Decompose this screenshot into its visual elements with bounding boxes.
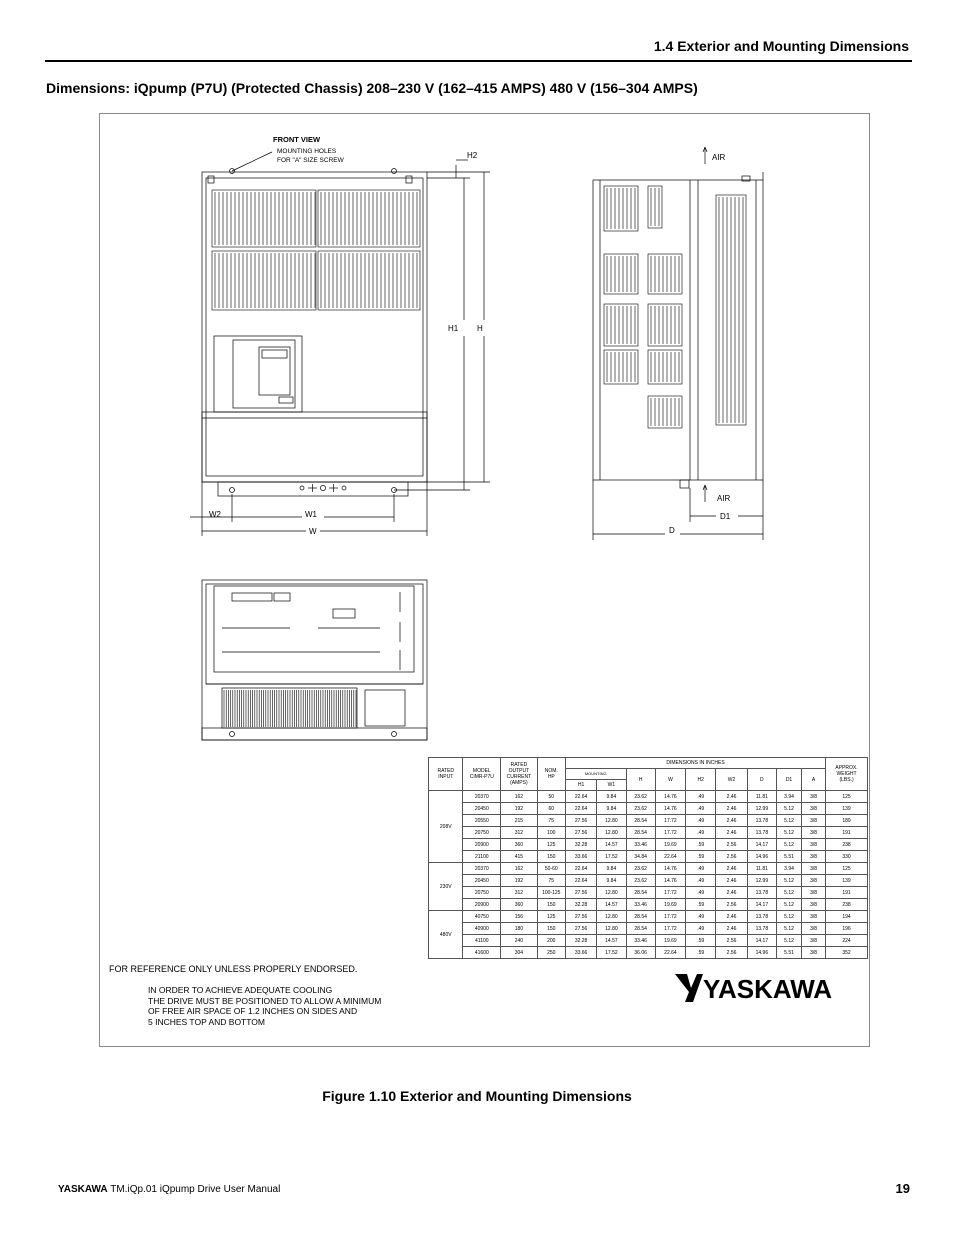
figure-caption: Figure 1.10 Exterior and Mounting Dimensions <box>322 1088 632 1104</box>
table-cell: 14.57 <box>597 899 626 911</box>
table-cell: 9.84 <box>597 803 626 815</box>
table-cell: 2.46 <box>716 911 747 923</box>
table-cell: 17.72 <box>655 923 685 935</box>
table-cell: 27.56 <box>565 887 596 899</box>
mounting-holes-label-2: FOR "A" SIZE SCREW <box>277 157 344 164</box>
table-cell: 23.62 <box>626 863 655 875</box>
table-cell: 20370 <box>463 863 501 875</box>
table-cell: .49 <box>686 791 716 803</box>
footer-manual-title: TM.iQp.01 iQpump Drive User Manual <box>110 1184 281 1195</box>
table-cell: 27.56 <box>565 815 596 827</box>
table-cell: 11.81 <box>747 791 776 803</box>
table-cell: 3/8 <box>802 827 826 839</box>
table-cell: 3/8 <box>802 923 826 935</box>
table-cell: 28.54 <box>626 815 655 827</box>
side-vent-bank <box>648 350 682 384</box>
table-cell: 33.46 <box>626 839 655 851</box>
table-cell: 5.51 <box>776 947 801 959</box>
table-cell: 150 <box>537 851 565 863</box>
table-cell: 9.84 <box>597 863 626 875</box>
table-cell: .49 <box>686 863 716 875</box>
h2-label: H2 <box>467 151 478 160</box>
table-row <box>429 803 868 815</box>
table-cell: .49 <box>686 803 716 815</box>
table-row <box>429 947 868 959</box>
rated-input-cell: 208V <box>429 791 463 863</box>
table-cell: 33.66 <box>565 851 596 863</box>
table-cell: 19.69 <box>655 899 685 911</box>
table-cell: 3/8 <box>802 947 826 959</box>
table-cell: 330 <box>826 851 868 863</box>
side-vent-bank <box>604 254 638 294</box>
rated-input-cell: 480V <box>429 911 463 959</box>
table-cell: .59 <box>686 899 716 911</box>
table-cell: .49 <box>686 827 716 839</box>
table-cell: 3/8 <box>802 851 826 863</box>
table-cell: 312 <box>501 887 538 899</box>
table-cell: 40900 <box>463 923 501 935</box>
table-cell: 238 <box>826 839 868 851</box>
table-cell: 60 <box>537 803 565 815</box>
table-cell: 150 <box>537 899 565 911</box>
page-number: 19 <box>895 1181 910 1196</box>
table-row <box>429 899 868 911</box>
table-cell: 11.81 <box>747 863 776 875</box>
table-cell: 14.96 <box>747 851 776 863</box>
table-cell: .49 <box>686 887 716 899</box>
table-cell: 21100 <box>463 851 501 863</box>
table-cell: 194 <box>826 911 868 923</box>
table-cell: 3/8 <box>802 875 826 887</box>
table-cell: 12.80 <box>597 923 626 935</box>
table-cell: 150 <box>537 923 565 935</box>
table-cell: 2.56 <box>716 839 747 851</box>
table-cell: 75 <box>537 815 565 827</box>
table-cell: 20370 <box>463 791 501 803</box>
table-cell: 139 <box>826 803 868 815</box>
table-cell: 22.64 <box>565 791 596 803</box>
table-cell: 20450 <box>463 803 501 815</box>
table-cell: .59 <box>686 851 716 863</box>
table-row <box>429 839 868 851</box>
cooling-note <box>148 985 381 1027</box>
table-cell: 196 <box>826 923 868 935</box>
table-cell: 352 <box>826 947 868 959</box>
section-title: 1.4 Exterior and Mounting Dimensions <box>653 38 909 54</box>
d1-label: D1 <box>720 512 731 521</box>
table-cell: 312 <box>501 827 538 839</box>
h1-label: H1 <box>448 324 459 333</box>
table-cell: 41100 <box>463 935 501 947</box>
table-cell: 3/8 <box>802 863 826 875</box>
cooling-note-line: THE DRIVE MUST BE POSITIONED TO ALLOW A MINIMUM <box>148 995 382 1006</box>
th-h1: H1 <box>565 780 596 791</box>
table-cell: 3/8 <box>802 935 826 947</box>
table-cell: 23.62 <box>626 791 655 803</box>
table-cell: 191 <box>826 827 868 839</box>
table-cell: 224 <box>826 935 868 947</box>
table-cell: 250 <box>537 947 565 959</box>
table-row <box>429 911 868 923</box>
th-d: D <box>747 769 776 791</box>
table-cell: 22.64 <box>655 851 685 863</box>
table-cell: 22.64 <box>655 947 685 959</box>
table-row <box>429 923 868 935</box>
th-w: W <box>655 769 685 791</box>
table-cell: 3/8 <box>802 839 826 851</box>
table-cell: 238 <box>826 899 868 911</box>
table-cell: .49 <box>686 911 716 923</box>
footer-manual <box>58 1184 280 1195</box>
th-d1: D1 <box>776 769 801 791</box>
table-cell: .49 <box>686 875 716 887</box>
table-cell: 17.72 <box>655 827 685 839</box>
table-cell: 33.46 <box>626 899 655 911</box>
table-cell: 17.72 <box>655 887 685 899</box>
table-cell: 22.64 <box>565 863 596 875</box>
table-cell: 3/8 <box>802 887 826 899</box>
table-cell: 360 <box>501 899 538 911</box>
table-cell: 75 <box>537 875 565 887</box>
table-cell: 125 <box>537 839 565 851</box>
table-row <box>429 791 868 803</box>
table-cell: 27.56 <box>565 827 596 839</box>
table-row <box>429 875 868 887</box>
table-cell: 5.12 <box>776 911 801 923</box>
table-cell: 360 <box>501 839 538 851</box>
table-cell: 19.69 <box>655 839 685 851</box>
table-cell: 27.56 <box>565 911 596 923</box>
th-mounting: MOUNTING <box>565 769 626 780</box>
table-cell: 100 <box>537 827 565 839</box>
table-cell: 22.64 <box>565 803 596 815</box>
table-cell: 125 <box>826 863 868 875</box>
table-cell: 19.69 <box>655 935 685 947</box>
table-cell: 5.51 <box>776 851 801 863</box>
table-cell: 13.78 <box>747 887 776 899</box>
table-cell: 2.46 <box>716 815 747 827</box>
table-cell: 32.28 <box>565 839 596 851</box>
table-cell: 32.28 <box>565 935 596 947</box>
table-cell: 23.62 <box>626 803 655 815</box>
table-cell: 23.62 <box>626 875 655 887</box>
table-cell: 200 <box>537 935 565 947</box>
th-w2: W2 <box>716 769 747 791</box>
table-cell: .59 <box>686 935 716 947</box>
table-cell: 162 <box>501 863 538 875</box>
table-cell: 17.52 <box>597 851 626 863</box>
table-cell: 304 <box>501 947 538 959</box>
table-cell: 13.78 <box>747 923 776 935</box>
w2-label: W2 <box>209 510 221 519</box>
table-row <box>429 827 868 839</box>
table-cell: 5.12 <box>776 935 801 947</box>
table-cell: 13.78 <box>747 911 776 923</box>
th-a: A <box>802 769 826 791</box>
table-cell: 17.52 <box>597 947 626 959</box>
th-w1: W1 <box>597 780 626 791</box>
table-cell: 20550 <box>463 815 501 827</box>
table-cell: 12.80 <box>597 815 626 827</box>
table-cell: 5.12 <box>776 875 801 887</box>
table-cell: 17.72 <box>655 815 685 827</box>
th-h2: H2 <box>686 769 716 791</box>
yaskawa-logo <box>673 968 853 1008</box>
table-cell: 3.94 <box>776 791 801 803</box>
table-cell: 5.12 <box>776 815 801 827</box>
table-cell: 14.17 <box>747 839 776 851</box>
table-cell: 5.12 <box>776 827 801 839</box>
side-vent-bank <box>604 350 638 384</box>
table-cell: 139 <box>826 875 868 887</box>
th-model: MODEL CIMR-P7U <box>463 758 501 791</box>
table-cell: 14.76 <box>655 803 685 815</box>
table-cell: 189 <box>826 815 868 827</box>
table-cell: 5.12 <box>776 923 801 935</box>
table-cell: 14.96 <box>747 947 776 959</box>
table-cell: 3/8 <box>802 911 826 923</box>
side-vent-bank <box>648 396 682 428</box>
table-cell: 192 <box>501 803 538 815</box>
table-row <box>429 863 868 875</box>
table-cell: 180 <box>501 923 538 935</box>
reference-note: FOR REFERENCE ONLY UNLESS PROPERLY ENDORSED. <box>109 964 358 974</box>
d-label: D <box>669 526 675 535</box>
table-row <box>429 935 868 947</box>
table-cell: 191 <box>826 887 868 899</box>
table-cell: 2.56 <box>716 899 747 911</box>
table-row <box>429 851 868 863</box>
dimensions-table <box>428 757 868 959</box>
table-cell: 40750 <box>463 911 501 923</box>
table-cell: .49 <box>686 923 716 935</box>
side-vent-bank <box>648 254 682 294</box>
cooling-note-line: IN ORDER TO ACHIEVE ADEQUATE COOLING <box>148 985 333 995</box>
table-cell: 14.17 <box>747 935 776 947</box>
table-cell: 12.99 <box>747 803 776 815</box>
table-cell: 2.56 <box>716 947 747 959</box>
table-cell: 240 <box>501 935 538 947</box>
th-weight: APPROX. WEIGHT (LBS.) <box>826 758 868 791</box>
table-cell: 14.76 <box>655 863 685 875</box>
side-vent-bank <box>604 186 638 231</box>
side-vent-bank <box>648 304 682 346</box>
table-cell: 41600 <box>463 947 501 959</box>
vent-bank <box>212 251 316 310</box>
table-cell: 3/8 <box>802 815 826 827</box>
table-cell: 5.12 <box>776 803 801 815</box>
table-cell: 28.54 <box>626 923 655 935</box>
table-cell: 33.66 <box>565 947 596 959</box>
table-cell: 34.84 <box>626 851 655 863</box>
h-label: H <box>477 324 483 333</box>
table-cell: 5.12 <box>776 899 801 911</box>
table-cell: 215 <box>501 815 538 827</box>
table-cell: 3/8 <box>802 803 826 815</box>
table-cell: 22.64 <box>565 875 596 887</box>
table-cell: 5.12 <box>776 839 801 851</box>
th-dimensions: DIMENSIONS IN INCHES <box>565 758 825 769</box>
table-cell: 156 <box>501 911 538 923</box>
cooling-note-line: OF FREE AIR SPACE OF 1.2 INCHES ON SIDES AND <box>148 1006 358 1016</box>
table-cell: 32.28 <box>565 899 596 911</box>
w-label: W <box>309 527 317 536</box>
rated-input-cell: 230V <box>429 863 463 911</box>
table-cell: 3.94 <box>776 863 801 875</box>
table-cell: 17.72 <box>655 911 685 923</box>
table-cell: 13.78 <box>747 815 776 827</box>
table-cell: .59 <box>686 839 716 851</box>
table-cell: 36.06 <box>626 947 655 959</box>
table-cell: 9.84 <box>597 875 626 887</box>
table-cell: 20750 <box>463 827 501 839</box>
table-cell: 2.46 <box>716 863 747 875</box>
th-h: H <box>626 769 655 791</box>
footer-brand: YASKAWA <box>58 1184 108 1195</box>
w1-label: W1 <box>305 510 317 519</box>
table-cell: 14.17 <box>747 899 776 911</box>
table-cell: 50 <box>537 791 565 803</box>
th-rated-output: RATED OUTPUT CURRENT (AMPS) <box>501 758 538 791</box>
page-subtitle: Dimensions: iQpump (P7U) (Protected Chassis) 208–230 V (162–415 AMPS) 480 V (156–304 AMPS) <box>46 80 698 96</box>
table-cell: 9.84 <box>597 791 626 803</box>
table-cell: 12.99 <box>747 875 776 887</box>
table-cell: .59 <box>686 947 716 959</box>
table-cell: 3/8 <box>802 899 826 911</box>
table-cell: 2.56 <box>716 935 747 947</box>
table-cell: 2.46 <box>716 875 747 887</box>
table-cell: 50-60 <box>537 863 565 875</box>
table-cell: 12.80 <box>597 887 626 899</box>
logo-text: YASKAWA <box>703 974 833 1004</box>
table-cell: 125 <box>826 791 868 803</box>
mounting-holes-label: MOUNTING HOLES <box>277 148 337 155</box>
table-cell: 20750 <box>463 887 501 899</box>
table-cell: 5.12 <box>776 887 801 899</box>
front-view-label: FRONT VIEW <box>273 135 321 144</box>
table-cell: 2.46 <box>716 887 747 899</box>
table-cell: 12.80 <box>597 827 626 839</box>
table-cell: 20900 <box>463 899 501 911</box>
table-row <box>429 887 868 899</box>
table-cell: 125 <box>537 911 565 923</box>
table-cell: 28.54 <box>626 887 655 899</box>
table-cell: 28.54 <box>626 911 655 923</box>
table-cell: 2.56 <box>716 851 747 863</box>
table-cell: 13.78 <box>747 827 776 839</box>
table-cell: 14.76 <box>655 791 685 803</box>
table-cell: .49 <box>686 815 716 827</box>
th-nom-hp: NOM. HP <box>537 758 565 791</box>
table-cell: 3/8 <box>802 791 826 803</box>
table-cell: 33.46 <box>626 935 655 947</box>
table-cell: 20900 <box>463 839 501 851</box>
table-cell: 162 <box>501 791 538 803</box>
table-cell: 14.57 <box>597 839 626 851</box>
table-row <box>429 815 868 827</box>
table-cell: 28.54 <box>626 827 655 839</box>
table-cell: 415 <box>501 851 538 863</box>
table-cell: 2.46 <box>716 803 747 815</box>
table-cell: 20450 <box>463 875 501 887</box>
table-cell: 2.46 <box>716 791 747 803</box>
side-vent-bank <box>604 304 638 346</box>
cooling-note-line: 5 INCHES TOP AND BOTTOM <box>148 1016 265 1027</box>
table-cell: 192 <box>501 875 538 887</box>
table-cell: 2.46 <box>716 827 747 839</box>
th-rated-input: RATED INPUT <box>429 758 463 791</box>
air-top-label: AIR <box>712 153 726 162</box>
vent-bank <box>212 190 316 247</box>
table-cell: 100-125 <box>537 887 565 899</box>
table-cell: 14.76 <box>655 875 685 887</box>
table-cell: 12.80 <box>597 911 626 923</box>
air-bottom-label: AIR <box>717 494 731 503</box>
table-cell: 2.46 <box>716 923 747 935</box>
table-cell: 27.56 <box>565 923 596 935</box>
table-cell: 14.57 <box>597 935 626 947</box>
